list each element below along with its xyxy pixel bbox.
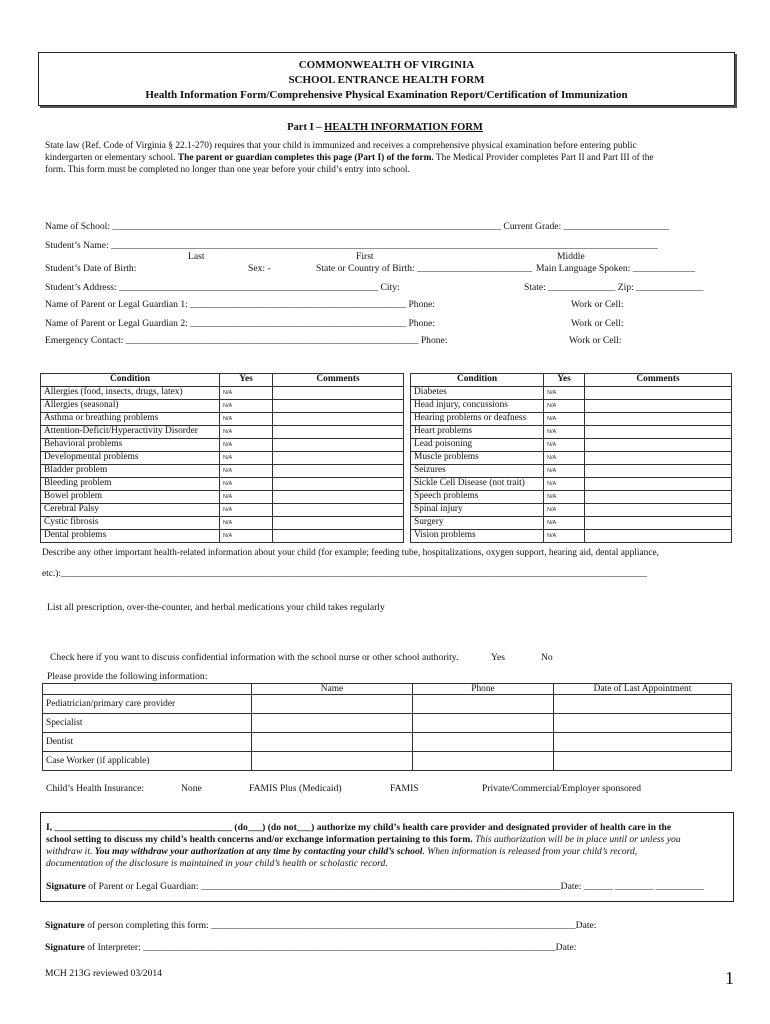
condition-comments-field[interactable]	[585, 399, 732, 412]
condition-yes-field[interactable]	[220, 464, 273, 477]
provider-name-field[interactable]	[252, 752, 413, 771]
parent1-work-cell[interactable]: Work or Cell:	[571, 299, 624, 310]
na-value: N/A	[223, 480, 233, 487]
school-field[interactable]: Name of School: _________________________________________________________________________________ Current Grade: ______________________	[45, 221, 670, 232]
condition-row	[411, 477, 732, 490]
col-phone: Phone	[413, 684, 554, 695]
na-value: N/A	[547, 454, 557, 461]
authorization-line-3: withdraw it. You may withdraw your authorization at any time by contacting your child’s school. When information is released from your child’s record,	[46, 846, 638, 857]
insurance-famis-plus[interactable]: FAMIS Plus (Medicaid)	[249, 783, 342, 794]
parent2-work-cell[interactable]: Work or Cell:	[571, 318, 624, 329]
condition-name: Allergies (seasonal)	[41, 399, 220, 412]
col-comments: Comments	[585, 374, 732, 387]
sex-field[interactable]: Sex: -	[248, 263, 271, 274]
condition-comments-field[interactable]	[585, 503, 732, 516]
condition-yes-field[interactable]	[220, 412, 273, 425]
condition-yes-field[interactable]	[220, 503, 273, 516]
state-zip-field[interactable]: State: ______________ Zip: ______________	[524, 282, 704, 293]
condition-row	[411, 464, 732, 477]
guardian-signature-field[interactable]: Signature of Parent or Legal Guardian: ___________________________________________________________________________Date: ______ ________ __________	[46, 881, 704, 892]
condition-comments-field[interactable]	[273, 529, 404, 542]
condition-comments-field[interactable]	[585, 425, 732, 438]
condition-comments-field[interactable]	[273, 451, 404, 464]
condition-yes-field[interactable]	[220, 490, 273, 503]
na-value: N/A	[223, 519, 233, 526]
condition-row	[41, 529, 404, 542]
last-label: Last	[188, 251, 205, 262]
condition-comments-field[interactable]	[273, 464, 404, 477]
condition-comments-field[interactable]	[585, 438, 732, 451]
condition-row	[411, 451, 732, 464]
completer-signature-field[interactable]: Signature of person completing this form: ____________________________________________________________________________Date:	[45, 920, 597, 931]
condition-name: Cystic fibrosis	[41, 516, 220, 529]
condition-yes-field[interactable]	[220, 516, 273, 529]
form-code: MCH 213G reviewed 03/2014	[45, 968, 162, 979]
condition-comments-field[interactable]	[273, 516, 404, 529]
na-value: N/A	[223, 402, 233, 409]
condition-comments-field[interactable]	[273, 503, 404, 516]
col-comments: Comments	[273, 374, 404, 387]
authorization-box	[40, 812, 734, 902]
condition-comments-field[interactable]	[585, 412, 732, 425]
provider-type: Dentist	[43, 733, 252, 752]
na-value: N/A	[547, 402, 557, 409]
condition-row	[411, 399, 732, 412]
condition-comments-field[interactable]	[273, 490, 404, 503]
condition-row	[41, 425, 404, 438]
col-yes: Yes	[544, 374, 585, 387]
condition-row	[411, 412, 732, 425]
na-value: N/A	[547, 493, 557, 500]
condition-name: Surgery	[411, 516, 544, 529]
condition-row	[411, 490, 732, 503]
interpreter-signature-field[interactable]: Signature of Interpreter: ______________________________________________________________________________________Date:	[45, 942, 577, 953]
condition-name: Bleeding problem	[41, 477, 220, 490]
insurance-label: Child’s Health Insurance:	[46, 783, 145, 794]
provider-phone-field[interactable]	[413, 733, 554, 752]
na-value: N/A	[223, 441, 233, 448]
header-line-3: Health Information Form/Comprehensive Physical Examination Report/Certification of Immunization	[145, 89, 628, 101]
condition-yes-field[interactable]	[220, 386, 273, 399]
condition-name: Bladder problem	[41, 464, 220, 477]
provider-date-field[interactable]	[554, 733, 732, 752]
condition-name: Diabetes	[411, 386, 544, 399]
condition-name: Vision problems	[411, 529, 544, 542]
provider-row	[43, 752, 732, 771]
condition-name: Developmental problems	[41, 451, 220, 464]
na-value: N/A	[547, 467, 557, 474]
part-title: Part I – HEALTH INFORMATION FORM	[287, 122, 483, 133]
na-value: N/A	[223, 532, 233, 539]
condition-comments-field[interactable]	[585, 516, 732, 529]
language-field[interactable]: Main Language Spoken: _____________	[536, 263, 696, 274]
condition-name: Spinal injury	[411, 503, 544, 516]
condition-row	[41, 399, 404, 412]
na-value: N/A	[547, 519, 557, 526]
intro-paragraph: State law (Ref. Code of Virginia § 22.1-270) requires that your child is immunized and receives a comprehensive physical examination before entering public kindergarten or elementary school. The parent or guardian completes this page (Part I) of the form. The Medical Provider completes Part II and Part III of the form. This form must be completed no longer than one year before your child’s entry into school.	[45, 141, 654, 175]
conditions-table-right	[410, 373, 732, 543]
confidential-no[interactable]: No	[541, 652, 553, 663]
providers-blank-header	[43, 684, 252, 695]
condition-yes-field[interactable]	[544, 451, 585, 464]
col-yes: Yes	[220, 374, 273, 387]
condition-name: Cerebral Palsy	[41, 503, 220, 516]
condition-name: Lead poisoning	[411, 438, 544, 451]
condition-comments-field[interactable]	[585, 477, 732, 490]
condition-comments-field[interactable]	[585, 529, 732, 542]
address-field[interactable]: Student’s Address: ______________________________________________________ City:	[45, 282, 400, 293]
condition-comments-field[interactable]	[585, 386, 732, 399]
authorization-line-1[interactable]: I, _____________________________________ (do___) (do not___) authorize my child’s health care provider and designated provider of health care in the	[46, 822, 672, 833]
provider-row	[43, 733, 732, 752]
birth-state-field[interactable]: State or Country of Birth: ________________________	[316, 263, 533, 274]
condition-row	[411, 386, 732, 399]
na-value: N/A	[547, 389, 557, 396]
middle-label: Middle	[557, 251, 585, 262]
condition-name: Muscle problems	[411, 451, 544, 464]
condition-yes-field[interactable]	[220, 451, 273, 464]
provider-name-field[interactable]	[252, 714, 413, 733]
provider-type: Case Worker (if applicable)	[43, 752, 252, 771]
condition-name: Allergies (food, insects, drugs, latex)	[41, 386, 220, 399]
na-value: N/A	[547, 480, 557, 487]
condition-yes-field[interactable]	[544, 464, 585, 477]
na-value: N/A	[547, 428, 557, 435]
authorization-line-4: documentation of the disclosure is maintained in your child’s health or scholastic record.	[46, 858, 388, 869]
provider-phone-field[interactable]	[413, 752, 554, 771]
provider-phone-field[interactable]	[413, 695, 554, 714]
condition-yes-field[interactable]	[220, 438, 273, 451]
condition-yes-field[interactable]	[544, 503, 585, 516]
condition-row	[41, 490, 404, 503]
provider-row	[43, 695, 732, 714]
describe-field[interactable]: etc.):_____________________________________________________________________________________________________________________________	[42, 569, 647, 579]
medications-prompt: List all prescription, over-the-counter, and herbal medications your child takes regularly	[47, 602, 385, 613]
condition-name: Seizures	[411, 464, 544, 477]
provider-type: Specialist	[43, 714, 252, 733]
condition-name: Heart problems	[411, 425, 544, 438]
condition-name: Hearing problems or deafness	[411, 412, 544, 425]
parent1-field[interactable]: Name of Parent or Legal Guardian 1: _____________________________________________ Phone:	[45, 299, 436, 310]
condition-name: Bowel problem	[41, 490, 220, 503]
condition-yes-field[interactable]	[544, 529, 585, 542]
na-value: N/A	[223, 389, 233, 396]
col-condition: Condition	[41, 374, 220, 387]
condition-yes-field[interactable]	[544, 516, 585, 529]
condition-row	[411, 503, 732, 516]
condition-row	[41, 464, 404, 477]
condition-name: Behavioral problems	[41, 438, 220, 451]
condition-name: Attention-Deficit/Hyperactivity Disorder	[41, 425, 220, 438]
header-line-2: SCHOOL ENTRANCE HEALTH FORM	[288, 74, 485, 86]
condition-comments-field[interactable]	[273, 386, 404, 399]
conditions-table-left	[40, 373, 404, 543]
form-header	[38, 52, 735, 106]
na-value: N/A	[223, 493, 233, 500]
condition-comments-field[interactable]	[273, 425, 404, 438]
na-value: N/A	[223, 467, 233, 474]
provider-date-field[interactable]	[554, 695, 732, 714]
header-line-1: COMMONWEALTH OF VIRGINIA	[298, 59, 475, 71]
condition-yes-field[interactable]	[544, 399, 585, 412]
condition-comments-field[interactable]	[273, 399, 404, 412]
na-value: N/A	[223, 506, 233, 513]
provider-date-field[interactable]	[554, 714, 732, 733]
condition-row	[41, 438, 404, 451]
insurance-private[interactable]: Private/Commercial/Employer sponsored	[482, 783, 642, 794]
condition-yes-field[interactable]	[220, 477, 273, 490]
page-number: 1	[725, 968, 734, 988]
condition-comments-field[interactable]	[273, 412, 404, 425]
condition-name: Asthma or breathing problems	[41, 412, 220, 425]
condition-yes-field[interactable]	[544, 412, 585, 425]
emergency-field[interactable]: Emergency Contact: _____________________________________________________________ Phone:	[45, 335, 448, 346]
condition-name: Head injury, concussions	[411, 399, 544, 412]
condition-yes-field[interactable]	[220, 399, 273, 412]
provider-date-field[interactable]	[554, 752, 732, 771]
condition-name: Speech problems	[411, 490, 544, 503]
condition-comments-field[interactable]	[585, 464, 732, 477]
condition-comments-field[interactable]	[585, 451, 732, 464]
na-value: N/A	[547, 441, 557, 448]
authorization-line-2: school setting to discuss my child’s health concerns and/or exchange information pertaining to this form. This authorization will be in place until or unless you	[46, 834, 681, 845]
condition-name: Dental problems	[41, 529, 220, 542]
condition-yes-field[interactable]	[220, 425, 273, 438]
na-value: N/A	[547, 415, 557, 422]
providers-intro: Please provide the following information:	[47, 671, 208, 682]
condition-row	[41, 503, 404, 516]
col-name: Name	[252, 684, 413, 695]
provider-phone-field[interactable]	[413, 714, 554, 733]
emergency-work-cell[interactable]: Work or Cell:	[569, 335, 622, 346]
condition-comments-field[interactable]	[273, 477, 404, 490]
describe-prompt: Describe any other important health-related information about your child (for example; feeding tube, hospitalizations, oxygen support, hearing aid, dental appliance,	[42, 548, 659, 558]
condition-row	[411, 529, 732, 542]
condition-yes-field[interactable]	[544, 386, 585, 399]
condition-yes-field[interactable]	[544, 477, 585, 490]
provider-name-field[interactable]	[252, 733, 413, 752]
condition-yes-field[interactable]	[544, 438, 585, 451]
na-value: N/A	[223, 454, 233, 461]
condition-row	[411, 516, 732, 529]
condition-row	[41, 477, 404, 490]
student-name-field[interactable]: Student’s Name: __________________________________________________________________________________________________________________	[45, 240, 658, 251]
parent2-field[interactable]: Name of Parent or Legal Guardian 2: _____________________________________________ Phone:	[45, 318, 436, 329]
dob-field[interactable]: Student’s Date of Birth:	[45, 263, 137, 274]
insurance-famis[interactable]: FAMIS	[390, 783, 419, 794]
provider-name-field[interactable]	[252, 695, 413, 714]
condition-row	[411, 425, 732, 438]
condition-name: Sickle Cell Disease (not trait)	[411, 477, 544, 490]
col-last-appointment: Date of Last Appointment	[554, 684, 732, 695]
condition-comments-field[interactable]	[273, 438, 404, 451]
condition-yes-field[interactable]	[544, 425, 585, 438]
condition-row	[411, 438, 732, 451]
first-label: First	[356, 251, 374, 262]
na-value: N/A	[547, 532, 557, 539]
condition-comments-field[interactable]	[585, 490, 732, 503]
condition-yes-field[interactable]	[220, 529, 273, 542]
condition-row	[41, 412, 404, 425]
insurance-none[interactable]: None	[181, 783, 202, 794]
na-value: N/A	[223, 428, 233, 435]
confidential-prompt: Check here if you want to discuss confidential information with the school nurse or other school authority.	[50, 652, 459, 663]
condition-yes-field[interactable]	[544, 490, 585, 503]
providers-table	[42, 683, 732, 771]
confidential-yes[interactable]: Yes	[491, 652, 505, 663]
na-value: N/A	[223, 415, 233, 422]
condition-row	[41, 451, 404, 464]
col-condition: Condition	[411, 374, 544, 387]
provider-row	[43, 714, 732, 733]
condition-row	[41, 516, 404, 529]
na-value: N/A	[547, 506, 557, 513]
condition-row	[41, 386, 404, 399]
provider-type: Pediatrician/primary care provider	[43, 695, 252, 714]
